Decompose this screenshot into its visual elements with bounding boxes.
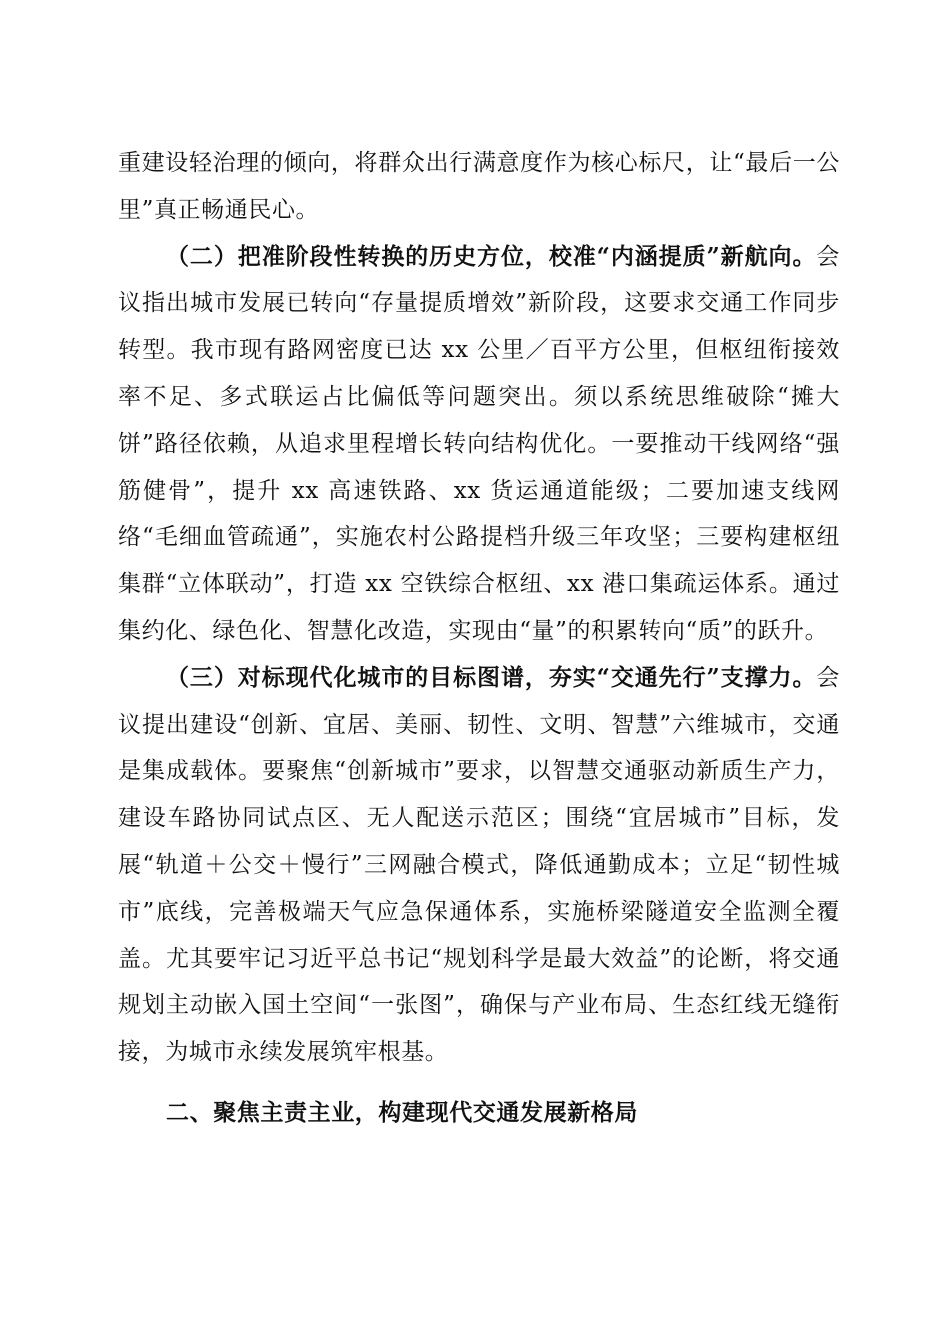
section-3-body: 会议提出建设“创新、宜居、美丽、韧性、文明、智慧”六维城市，交通是集成载体。要聚焦“创新城市”要求，以智慧交通驱动新质生产力，建设车路协同试点区、无人配送示范区；围绕“宜居城市”目标，发展“轨道＋公交＋慢行”三网融合模式，降低通勤成本；立足“韧性城市”底线，完善极端天气应急保通体系，实施桥梁隧道安全监测全覆盖。尤其要牢记习近平总书记“规划科学是最大效益”的论断，将交通规划主动嵌入国土空间“一张图”，确保与产业布局、生态红线无缝衔接，为城市永续发展筑牢根基。 xyxy=(118,664,840,1066)
document-page xyxy=(118,140,840,1137)
chapter-heading: 二、聚焦主责主业，构建现代交通发展新格局 xyxy=(166,1099,638,1126)
paragraph-text: 重建设轻治理的倾向，将群众出行满意度作为核心标尺，让“最后一公里”真正畅通民心。 xyxy=(118,150,840,223)
section-2-body: 会议指出城市发展已转向“存量提质增效”新阶段，这要求交通工作同步转型。我市现有路网密度已达 xx 公里／百平方公里，但枢纽衔接效率不足、多式联运占比偏低等问题突出。须以系统思维破除“摊大饼”路径依赖，从追求里程增长转向结构优化。一要推动干线网络“强筋健骨”，提升 xx 高速铁路、xx 货运通道能级；二要加速支线网络“毛细血管疏通”，实施农村公路提档升级三年攻坚；三要构建枢纽集群“立体联动”，打造 xx 空铁综合枢纽、xx 港口集疏运体系。通过集约化、绿色化、智慧化改造，实现由“量”的积累转向“质”的跃升。 xyxy=(118,243,840,644)
paragraph-section-3 xyxy=(118,655,840,1076)
section-3-lead: （三）对标现代化城市的目标图谱，夯实“交通先行”支撑力。 xyxy=(166,663,817,691)
paragraph-continuation xyxy=(118,140,840,234)
paragraph-section-2 xyxy=(118,234,840,655)
section-2-lead: （二）把准阶段性转换的历史方位，校准“内涵提质”新航向。 xyxy=(166,242,817,270)
